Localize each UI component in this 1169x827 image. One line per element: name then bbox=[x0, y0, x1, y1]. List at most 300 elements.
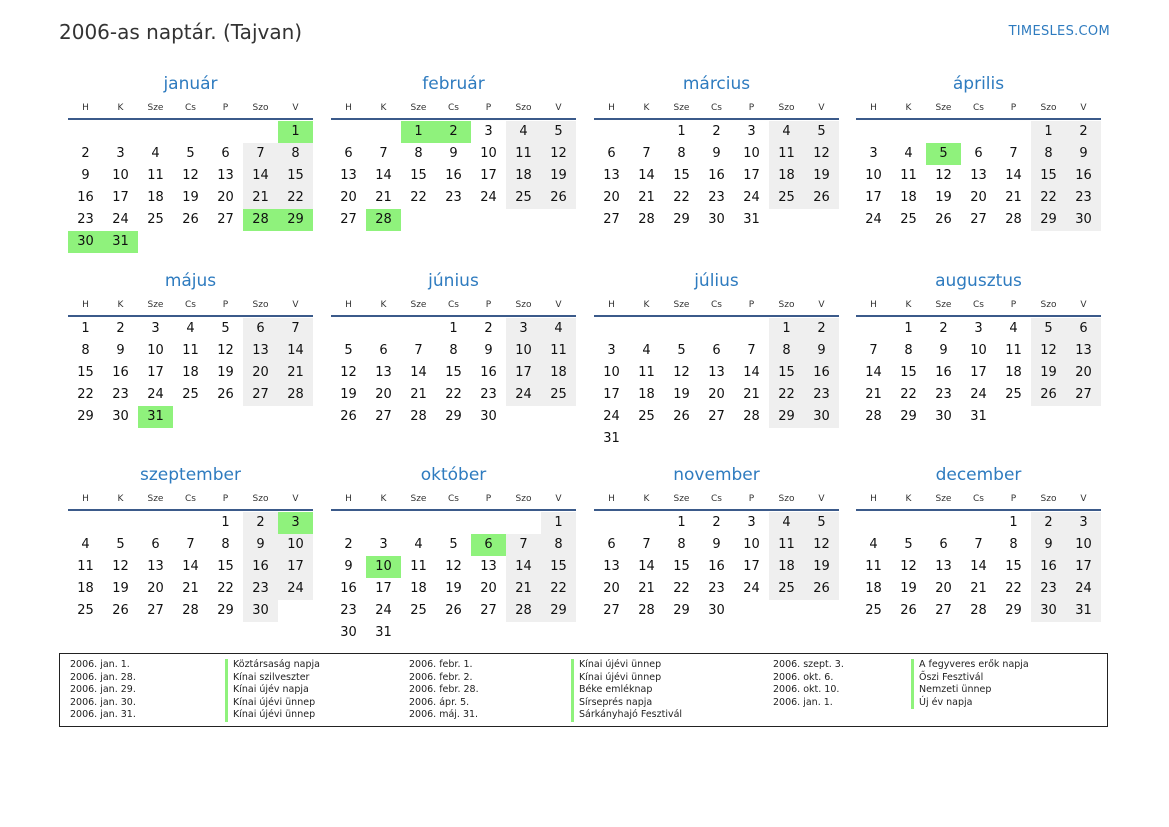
day-cell[interactable]: 14 bbox=[375, 168, 392, 183]
day-cell[interactable]: 3 bbox=[116, 146, 125, 161]
day-cell[interactable]: 29 bbox=[673, 212, 690, 227]
day-cell[interactable]: 15 bbox=[900, 365, 917, 380]
day-cell[interactable]: 2 bbox=[436, 121, 471, 143]
day-cell[interactable]: 9 bbox=[939, 343, 948, 358]
day-cell[interactable]: 21 bbox=[410, 387, 427, 402]
day-cell[interactable]: 18 bbox=[182, 365, 199, 380]
day-cell[interactable]: 29 bbox=[541, 600, 576, 622]
day-cell[interactable]: 21 bbox=[278, 362, 313, 384]
day-cell[interactable]: 31 bbox=[970, 409, 987, 424]
day-cell[interactable]: 25 bbox=[506, 187, 541, 209]
day-cell[interactable]: 15 bbox=[673, 559, 690, 574]
day-cell[interactable]: 2 bbox=[344, 537, 353, 552]
day-cell[interactable]: 6 bbox=[344, 146, 353, 161]
day-cell[interactable]: 31 bbox=[375, 625, 392, 640]
day-cell[interactable]: 7 bbox=[869, 343, 878, 358]
day-cell[interactable]: 30 bbox=[480, 409, 497, 424]
day-cell[interactable]: 26 bbox=[900, 603, 917, 618]
day-cell[interactable]: 12 bbox=[182, 168, 199, 183]
day-cell[interactable]: 14 bbox=[1005, 168, 1022, 183]
day-cell[interactable]: 27 bbox=[480, 603, 497, 618]
day-cell[interactable]: 3 bbox=[747, 515, 756, 530]
day-cell[interactable]: 1 bbox=[81, 321, 90, 336]
day-cell[interactable]: 21 bbox=[375, 190, 392, 205]
day-cell[interactable]: 30 bbox=[68, 231, 103, 253]
day-cell[interactable]: 2 bbox=[804, 318, 839, 340]
day-cell[interactable]: 4 bbox=[1009, 321, 1018, 336]
day-cell[interactable]: 8 bbox=[677, 537, 686, 552]
day-cell[interactable]: 29 bbox=[769, 406, 804, 428]
day-cell[interactable]: 5 bbox=[804, 121, 839, 143]
day-cell[interactable]: 13 bbox=[1066, 340, 1101, 362]
day-cell[interactable]: 29 bbox=[217, 603, 234, 618]
day-cell[interactable]: 13 bbox=[708, 365, 725, 380]
day-cell[interactable]: 5 bbox=[804, 512, 839, 534]
day-cell[interactable]: 30 bbox=[708, 603, 725, 618]
day-cell[interactable]: 3 bbox=[484, 124, 493, 139]
day-cell[interactable]: 16 bbox=[112, 365, 129, 380]
day-cell[interactable]: 8 bbox=[1031, 143, 1066, 165]
day-cell[interactable]: 7 bbox=[642, 537, 651, 552]
day-cell[interactable]: 11 bbox=[506, 143, 541, 165]
day-cell[interactable]: 27 bbox=[217, 212, 234, 227]
day-cell[interactable]: 18 bbox=[506, 165, 541, 187]
day-cell[interactable]: 4 bbox=[186, 321, 195, 336]
day-cell[interactable]: 6 bbox=[1066, 318, 1101, 340]
day-cell[interactable]: 9 bbox=[712, 146, 721, 161]
day-cell[interactable]: 28 bbox=[366, 209, 401, 231]
day-cell[interactable]: 26 bbox=[804, 578, 839, 600]
day-cell[interactable]: 27 bbox=[243, 384, 278, 406]
day-cell[interactable]: 30 bbox=[1031, 600, 1066, 622]
day-cell[interactable]: 3 bbox=[1066, 512, 1101, 534]
day-cell[interactable]: 5 bbox=[1031, 318, 1066, 340]
day-cell[interactable]: 30 bbox=[804, 406, 839, 428]
day-cell[interactable]: 18 bbox=[77, 581, 94, 596]
day-cell[interactable]: 8 bbox=[81, 343, 90, 358]
day-cell[interactable]: 10 bbox=[743, 146, 760, 161]
day-cell[interactable]: 22 bbox=[900, 387, 917, 402]
day-cell[interactable]: 13 bbox=[340, 168, 357, 183]
day-cell[interactable]: 12 bbox=[935, 168, 952, 183]
day-cell[interactable]: 7 bbox=[506, 534, 541, 556]
day-cell[interactable]: 8 bbox=[541, 534, 576, 556]
day-cell[interactable]: 26 bbox=[804, 187, 839, 209]
day-cell[interactable]: 7 bbox=[1009, 146, 1018, 161]
day-cell[interactable]: 28 bbox=[743, 409, 760, 424]
day-cell[interactable]: 2 bbox=[712, 124, 721, 139]
day-cell[interactable]: 11 bbox=[182, 343, 199, 358]
day-cell[interactable]: 4 bbox=[769, 121, 804, 143]
day-cell[interactable]: 20 bbox=[935, 581, 952, 596]
day-cell[interactable]: 13 bbox=[480, 559, 497, 574]
day-cell[interactable]: 17 bbox=[480, 168, 497, 183]
day-cell[interactable]: 2 bbox=[81, 146, 90, 161]
day-cell[interactable]: 22 bbox=[217, 581, 234, 596]
day-cell[interactable]: 7 bbox=[186, 537, 195, 552]
day-cell[interactable]: 4 bbox=[506, 121, 541, 143]
day-cell[interactable]: 12 bbox=[541, 143, 576, 165]
day-cell[interactable]: 25 bbox=[541, 384, 576, 406]
day-cell[interactable]: 12 bbox=[445, 559, 462, 574]
day-cell[interactable]: 27 bbox=[970, 212, 987, 227]
day-cell[interactable]: 29 bbox=[1031, 209, 1066, 231]
day-cell[interactable]: 12 bbox=[340, 365, 357, 380]
day-cell[interactable]: 1 bbox=[401, 121, 436, 143]
day-cell[interactable]: 29 bbox=[445, 409, 462, 424]
day-cell[interactable]: 21 bbox=[182, 581, 199, 596]
day-cell[interactable]: 24 bbox=[480, 190, 497, 205]
day-cell[interactable]: 20 bbox=[147, 581, 164, 596]
day-cell[interactable]: 22 bbox=[410, 190, 427, 205]
day-cell[interactable]: 5 bbox=[677, 343, 686, 358]
day-cell[interactable]: 24 bbox=[743, 581, 760, 596]
day-cell[interactable]: 27 bbox=[935, 603, 952, 618]
day-cell[interactable]: 7 bbox=[974, 537, 983, 552]
day-cell[interactable]: 11 bbox=[77, 559, 94, 574]
day-cell[interactable]: 9 bbox=[81, 168, 90, 183]
day-cell[interactable]: 8 bbox=[1009, 537, 1018, 552]
day-cell[interactable]: 10 bbox=[865, 168, 882, 183]
day-cell[interactable]: 18 bbox=[769, 556, 804, 578]
day-cell[interactable]: 16 bbox=[340, 581, 357, 596]
day-cell[interactable]: 13 bbox=[935, 559, 952, 574]
day-cell[interactable]: 23 bbox=[1031, 578, 1066, 600]
day-cell[interactable]: 3 bbox=[379, 537, 388, 552]
day-cell[interactable]: 3 bbox=[506, 318, 541, 340]
day-cell[interactable]: 14 bbox=[506, 556, 541, 578]
day-cell[interactable]: 25 bbox=[410, 603, 427, 618]
day-cell[interactable]: 4 bbox=[81, 537, 90, 552]
day-cell[interactable]: 21 bbox=[638, 190, 655, 205]
day-cell[interactable]: 16 bbox=[708, 559, 725, 574]
day-cell[interactable]: 10 bbox=[970, 343, 987, 358]
day-cell[interactable]: 19 bbox=[1031, 362, 1066, 384]
day-cell[interactable]: 15 bbox=[541, 556, 576, 578]
day-cell[interactable]: 15 bbox=[769, 362, 804, 384]
day-cell[interactable]: 3 bbox=[278, 512, 313, 534]
day-cell[interactable]: 16 bbox=[935, 365, 952, 380]
day-cell[interactable]: 1 bbox=[278, 121, 313, 143]
day-cell[interactable]: 15 bbox=[77, 365, 94, 380]
day-cell[interactable]: 24 bbox=[278, 578, 313, 600]
day-cell[interactable]: 27 bbox=[147, 603, 164, 618]
day-cell[interactable]: 1 bbox=[221, 515, 230, 530]
day-cell[interactable]: 1 bbox=[904, 321, 913, 336]
day-cell[interactable]: 1 bbox=[541, 512, 576, 534]
day-cell[interactable]: 12 bbox=[217, 343, 234, 358]
day-cell[interactable]: 20 bbox=[375, 387, 392, 402]
day-cell[interactable]: 11 bbox=[865, 559, 882, 574]
day-cell[interactable]: 23 bbox=[243, 578, 278, 600]
day-cell[interactable]: 17 bbox=[865, 190, 882, 205]
day-cell[interactable]: 10 bbox=[480, 146, 497, 161]
day-cell[interactable]: 27 bbox=[375, 409, 392, 424]
day-cell[interactable]: 23 bbox=[340, 603, 357, 618]
day-cell[interactable]: 28 bbox=[1005, 212, 1022, 227]
day-cell[interactable]: 4 bbox=[151, 146, 160, 161]
day-cell[interactable]: 22 bbox=[541, 578, 576, 600]
day-cell[interactable]: 6 bbox=[221, 146, 230, 161]
day-cell[interactable]: 20 bbox=[603, 190, 620, 205]
day-cell[interactable]: 14 bbox=[865, 365, 882, 380]
day-cell[interactable]: 7 bbox=[243, 143, 278, 165]
day-cell[interactable]: 8 bbox=[221, 537, 230, 552]
day-cell[interactable]: 17 bbox=[743, 559, 760, 574]
day-cell[interactable]: 19 bbox=[445, 581, 462, 596]
day-cell[interactable]: 14 bbox=[410, 365, 427, 380]
day-cell[interactable]: 27 bbox=[603, 603, 620, 618]
day-cell[interactable]: 4 bbox=[642, 343, 651, 358]
day-cell[interactable]: 21 bbox=[1005, 190, 1022, 205]
day-cell[interactable]: 26 bbox=[541, 187, 576, 209]
day-cell[interactable]: 1 bbox=[677, 515, 686, 530]
day-cell[interactable]: 11 bbox=[769, 534, 804, 556]
day-cell[interactable]: 25 bbox=[147, 212, 164, 227]
day-cell[interactable]: 28 bbox=[243, 209, 278, 231]
day-cell[interactable]: 26 bbox=[935, 212, 952, 227]
day-cell[interactable]: 8 bbox=[769, 340, 804, 362]
day-cell[interactable]: 23 bbox=[77, 212, 94, 227]
day-cell[interactable]: 5 bbox=[116, 537, 125, 552]
brand-link[interactable]: TIMESLES.COM bbox=[1008, 24, 1110, 39]
day-cell[interactable]: 6 bbox=[151, 537, 160, 552]
day-cell[interactable]: 18 bbox=[1005, 365, 1022, 380]
day-cell[interactable]: 1 bbox=[769, 318, 804, 340]
day-cell[interactable]: 28 bbox=[970, 603, 987, 618]
day-cell[interactable]: 23 bbox=[804, 384, 839, 406]
day-cell[interactable]: 31 bbox=[743, 212, 760, 227]
day-cell[interactable]: 30 bbox=[340, 625, 357, 640]
day-cell[interactable]: 5 bbox=[449, 537, 458, 552]
day-cell[interactable]: 12 bbox=[900, 559, 917, 574]
day-cell[interactable]: 31 bbox=[1066, 600, 1101, 622]
day-cell[interactable]: 25 bbox=[865, 603, 882, 618]
day-cell[interactable]: 29 bbox=[1005, 603, 1022, 618]
day-cell[interactable]: 26 bbox=[445, 603, 462, 618]
day-cell[interactable]: 19 bbox=[541, 165, 576, 187]
day-cell[interactable]: 12 bbox=[804, 534, 839, 556]
day-cell[interactable]: 12 bbox=[673, 365, 690, 380]
day-cell[interactable]: 19 bbox=[935, 190, 952, 205]
day-cell[interactable]: 20 bbox=[970, 190, 987, 205]
day-cell[interactable]: 6 bbox=[939, 537, 948, 552]
day-cell[interactable]: 4 bbox=[869, 537, 878, 552]
day-cell[interactable]: 9 bbox=[804, 340, 839, 362]
day-cell[interactable]: 8 bbox=[677, 146, 686, 161]
day-cell[interactable]: 12 bbox=[804, 143, 839, 165]
day-cell[interactable]: 5 bbox=[186, 146, 195, 161]
day-cell[interactable]: 18 bbox=[865, 581, 882, 596]
day-cell[interactable]: 5 bbox=[904, 537, 913, 552]
day-cell[interactable]: 4 bbox=[541, 318, 576, 340]
day-cell[interactable]: 3 bbox=[869, 146, 878, 161]
day-cell[interactable]: 11 bbox=[900, 168, 917, 183]
day-cell[interactable]: 20 bbox=[1066, 362, 1101, 384]
day-cell[interactable]: 23 bbox=[708, 190, 725, 205]
day-cell[interactable]: 1 bbox=[1009, 515, 1018, 530]
day-cell[interactable]: 17 bbox=[970, 365, 987, 380]
day-cell[interactable]: 25 bbox=[769, 187, 804, 209]
day-cell[interactable]: 19 bbox=[673, 387, 690, 402]
day-cell[interactable]: 9 bbox=[484, 343, 493, 358]
day-cell[interactable]: 10 bbox=[147, 343, 164, 358]
day-cell[interactable]: 21 bbox=[506, 578, 541, 600]
day-cell[interactable]: 9 bbox=[116, 343, 125, 358]
day-cell[interactable]: 25 bbox=[638, 409, 655, 424]
day-cell[interactable]: 23 bbox=[1066, 187, 1101, 209]
day-cell[interactable]: 17 bbox=[147, 365, 164, 380]
day-cell[interactable]: 23 bbox=[480, 387, 497, 402]
day-cell[interactable]: 9 bbox=[449, 146, 458, 161]
day-cell[interactable]: 17 bbox=[278, 556, 313, 578]
day-cell[interactable]: 11 bbox=[147, 168, 164, 183]
day-cell[interactable]: 28 bbox=[278, 384, 313, 406]
day-cell[interactable]: 11 bbox=[638, 365, 655, 380]
day-cell[interactable]: 16 bbox=[1066, 165, 1101, 187]
day-cell[interactable]: 25 bbox=[769, 578, 804, 600]
day-cell[interactable]: 21 bbox=[743, 387, 760, 402]
day-cell[interactable]: 14 bbox=[743, 365, 760, 380]
day-cell[interactable]: 11 bbox=[410, 559, 427, 574]
day-cell[interactable]: 19 bbox=[804, 165, 839, 187]
day-cell[interactable]: 8 bbox=[278, 143, 313, 165]
day-cell[interactable]: 27 bbox=[1066, 384, 1101, 406]
day-cell[interactable]: 26 bbox=[182, 212, 199, 227]
day-cell[interactable]: 25 bbox=[77, 603, 94, 618]
day-cell[interactable]: 24 bbox=[506, 384, 541, 406]
day-cell[interactable]: 6 bbox=[974, 146, 983, 161]
day-cell[interactable]: 24 bbox=[743, 190, 760, 205]
day-cell[interactable]: 7 bbox=[379, 146, 388, 161]
day-cell[interactable]: 5 bbox=[344, 343, 353, 358]
day-cell[interactable]: 1 bbox=[449, 321, 458, 336]
day-cell[interactable]: 4 bbox=[904, 146, 913, 161]
day-cell[interactable]: 19 bbox=[804, 556, 839, 578]
day-cell[interactable]: 9 bbox=[712, 537, 721, 552]
day-cell[interactable]: 7 bbox=[278, 318, 313, 340]
day-cell[interactable]: 20 bbox=[603, 581, 620, 596]
day-cell[interactable]: 3 bbox=[974, 321, 983, 336]
day-cell[interactable]: 31 bbox=[138, 406, 173, 428]
day-cell[interactable]: 18 bbox=[900, 190, 917, 205]
day-cell[interactable]: 19 bbox=[112, 581, 129, 596]
day-cell[interactable]: 2 bbox=[1066, 121, 1101, 143]
day-cell[interactable]: 4 bbox=[414, 537, 423, 552]
day-cell[interactable]: 13 bbox=[217, 168, 234, 183]
day-cell[interactable]: 14 bbox=[243, 165, 278, 187]
day-cell[interactable]: 30 bbox=[1066, 209, 1101, 231]
day-cell[interactable]: 18 bbox=[410, 581, 427, 596]
day-cell[interactable]: 18 bbox=[147, 190, 164, 205]
day-cell[interactable]: 23 bbox=[935, 387, 952, 402]
day-cell[interactable]: 16 bbox=[77, 190, 94, 205]
day-cell[interactable]: 3 bbox=[151, 321, 160, 336]
day-cell[interactable]: 1 bbox=[1031, 121, 1066, 143]
day-cell[interactable]: 19 bbox=[340, 387, 357, 402]
day-cell[interactable]: 14 bbox=[638, 168, 655, 183]
day-cell[interactable]: 2 bbox=[712, 515, 721, 530]
day-cell[interactable]: 27 bbox=[340, 212, 357, 227]
day-cell[interactable]: 13 bbox=[147, 559, 164, 574]
day-cell[interactable]: 2 bbox=[484, 321, 493, 336]
day-cell[interactable]: 22 bbox=[769, 384, 804, 406]
day-cell[interactable]: 26 bbox=[340, 409, 357, 424]
day-cell[interactable]: 24 bbox=[375, 603, 392, 618]
day-cell[interactable]: 29 bbox=[278, 209, 313, 231]
day-cell[interactable]: 4 bbox=[769, 512, 804, 534]
day-cell[interactable]: 29 bbox=[673, 603, 690, 618]
day-cell[interactable]: 8 bbox=[449, 343, 458, 358]
day-cell[interactable]: 9 bbox=[344, 559, 353, 574]
day-cell[interactable]: 16 bbox=[708, 168, 725, 183]
day-cell[interactable]: 16 bbox=[804, 362, 839, 384]
day-cell[interactable]: 10 bbox=[1066, 534, 1101, 556]
day-cell[interactable]: 12 bbox=[1031, 340, 1066, 362]
day-cell[interactable]: 12 bbox=[112, 559, 129, 574]
day-cell[interactable]: 6 bbox=[379, 343, 388, 358]
day-cell[interactable]: 21 bbox=[970, 581, 987, 596]
day-cell[interactable]: 26 bbox=[112, 603, 129, 618]
day-cell[interactable]: 28 bbox=[410, 409, 427, 424]
day-cell[interactable]: 14 bbox=[182, 559, 199, 574]
day-cell[interactable]: 11 bbox=[541, 340, 576, 362]
day-cell[interactable]: 31 bbox=[103, 231, 138, 253]
day-cell[interactable]: 20 bbox=[708, 387, 725, 402]
day-cell[interactable]: 17 bbox=[1066, 556, 1101, 578]
day-cell[interactable]: 20 bbox=[340, 190, 357, 205]
day-cell[interactable]: 24 bbox=[603, 409, 620, 424]
day-cell[interactable]: 21 bbox=[865, 387, 882, 402]
day-cell[interactable]: 6 bbox=[243, 318, 278, 340]
day-cell[interactable]: 22 bbox=[673, 190, 690, 205]
day-cell[interactable]: 5 bbox=[926, 143, 961, 165]
day-cell[interactable]: 2 bbox=[116, 321, 125, 336]
day-cell[interactable]: 15 bbox=[445, 365, 462, 380]
day-cell[interactable]: 15 bbox=[278, 165, 313, 187]
day-cell[interactable]: 25 bbox=[900, 212, 917, 227]
day-cell[interactable]: 17 bbox=[112, 190, 129, 205]
day-cell[interactable]: 20 bbox=[217, 190, 234, 205]
day-cell[interactable]: 19 bbox=[217, 365, 234, 380]
day-cell[interactable]: 13 bbox=[243, 340, 278, 362]
day-cell[interactable]: 24 bbox=[112, 212, 129, 227]
day-cell[interactable]: 5 bbox=[541, 121, 576, 143]
day-cell[interactable]: 9 bbox=[1066, 143, 1101, 165]
day-cell[interactable]: 8 bbox=[414, 146, 423, 161]
day-cell[interactable]: 7 bbox=[747, 343, 756, 358]
day-cell[interactable]: 22 bbox=[1005, 581, 1022, 596]
day-cell[interactable]: 30 bbox=[243, 600, 278, 622]
day-cell[interactable]: 30 bbox=[935, 409, 952, 424]
day-cell[interactable]: 23 bbox=[112, 387, 129, 402]
day-cell[interactable]: 5 bbox=[221, 321, 230, 336]
day-cell[interactable]: 6 bbox=[607, 146, 616, 161]
day-cell[interactable]: 28 bbox=[506, 600, 541, 622]
day-cell[interactable]: 16 bbox=[445, 168, 462, 183]
day-cell[interactable]: 15 bbox=[217, 559, 234, 574]
day-cell[interactable]: 18 bbox=[769, 165, 804, 187]
day-cell[interactable]: 7 bbox=[414, 343, 423, 358]
day-cell[interactable]: 2 bbox=[243, 512, 278, 534]
day-cell[interactable]: 28 bbox=[865, 409, 882, 424]
day-cell[interactable]: 10 bbox=[603, 365, 620, 380]
day-cell[interactable]: 3 bbox=[607, 343, 616, 358]
day-cell[interactable]: 2 bbox=[1031, 512, 1066, 534]
day-cell[interactable]: 3 bbox=[747, 124, 756, 139]
day-cell[interactable]: 29 bbox=[900, 409, 917, 424]
day-cell[interactable]: 13 bbox=[603, 559, 620, 574]
